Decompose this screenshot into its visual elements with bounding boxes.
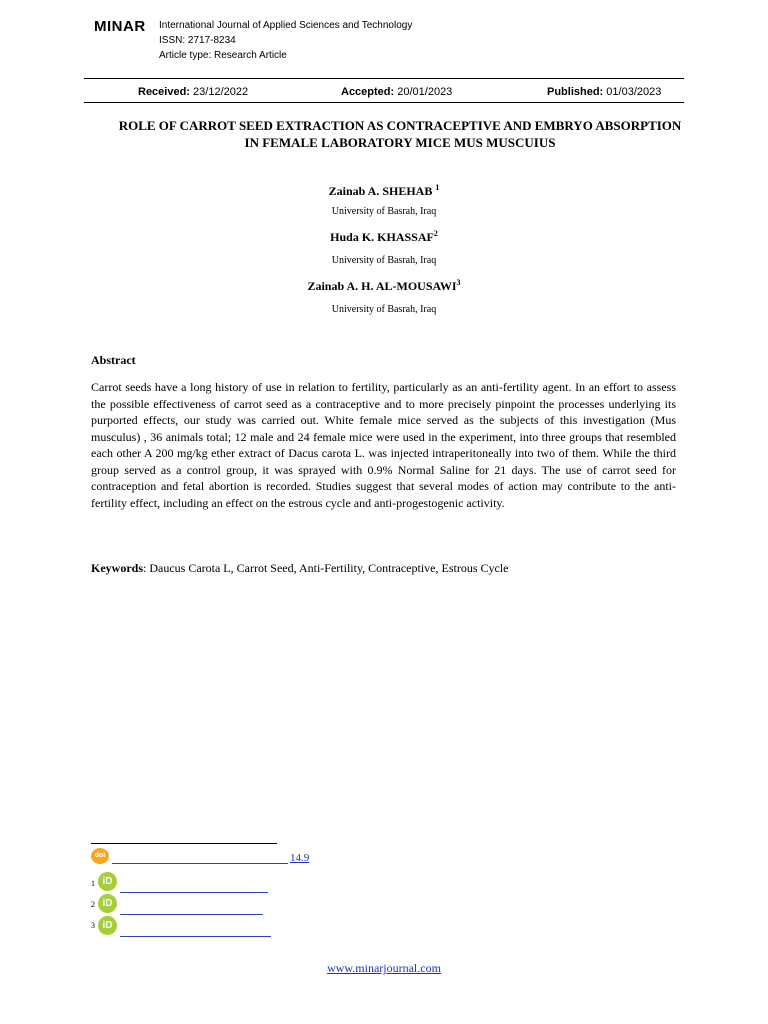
author-3-name: Zainab A. H. AL-MOUSAWI xyxy=(307,279,457,293)
keywords-label: Keywords xyxy=(91,561,143,575)
orcid-link-1[interactable] xyxy=(120,892,268,893)
abstract-text: Carrot seeds have a long history of use in relation to fertility, particularly as an anti-fertility agent. In an effort to assess the possible effectiveness of carrot seed as a contraceptive and to more precisely pinpoint the processes underlying its purported effects, our study was carried out. White female mice served as the subjects of this investigation (Mus musculus) , 36 animals total; 12 male and 24 female mice were used in the experiment, into three groups that resembled each other A 200 mg/kg ether extract of Dacus carota L. was injected intraperitoneally into two of them. While the third group served as a control group, it was sprayed with 0.9% Normal Saline for 21 days. The use of carrot seed for contraception and fetal abortion is recorded. Studies suggest that several modes of action may contribute to the anti-fertility effect, including an effect on the estrous cycle and anti-progestogenic activity. xyxy=(91,380,676,510)
article-type: Article type: Research Article xyxy=(159,50,287,61)
published-value: 01/03/2023 xyxy=(606,86,662,98)
issn: ISSN: 2717-8234 xyxy=(159,35,236,46)
author-3-affiliation: University of Basrah, Iraq xyxy=(331,304,437,315)
doi-link-line[interactable] xyxy=(112,863,288,864)
orcid-number-3: 3 xyxy=(91,921,95,930)
accepted-label: Accepted: xyxy=(341,86,395,98)
orcid-link-2[interactable] xyxy=(120,914,263,915)
doi-link[interactable]: 14.9 xyxy=(290,852,310,864)
abstract-heading: Abstract xyxy=(91,353,136,367)
received-value: 23/12/2022 xyxy=(193,86,249,98)
author-1 xyxy=(84,183,684,199)
orcid-number-2: 2 xyxy=(91,900,95,909)
orcid-icon[interactable]: iD xyxy=(98,872,117,891)
author-3-sup: 3 xyxy=(456,278,461,287)
accepted-date xyxy=(341,86,452,98)
author-2-affiliation: University of Basrah, Iraq xyxy=(331,255,437,266)
published-date xyxy=(547,86,661,98)
author-1-affiliation: University of Basrah, Iraq xyxy=(331,206,437,217)
journal-website xyxy=(0,961,768,976)
author-2-name: Huda K. KHASSAF xyxy=(330,230,434,244)
title-line-1: ROLE OF CARROT SEED EXTRACTION AS CONTRACEPTIVE AND EMBRYO ABSORPTION xyxy=(118,118,682,133)
keywords xyxy=(91,561,691,576)
website-link[interactable]: www.minarjournal.com xyxy=(327,961,441,975)
orcid-icon[interactable]: iD xyxy=(98,894,117,913)
author-3 xyxy=(84,278,684,294)
paper-title xyxy=(84,117,716,151)
orcid-icon[interactable]: iD xyxy=(98,916,117,935)
received-label: Received: xyxy=(138,86,190,98)
accepted-value: 20/01/2023 xyxy=(397,86,453,98)
journal-brand: MINAR xyxy=(94,18,146,35)
abstract-body xyxy=(91,379,676,511)
author-2-sup: 2 xyxy=(433,229,438,238)
doi-icon[interactable]: doi xyxy=(91,848,109,864)
keywords-value: : Daucus Carota L, Carrot Seed, Anti-Fertility, Contraceptive, Estrous Cycle xyxy=(143,561,509,575)
received-date xyxy=(138,86,248,98)
orcid-number-1: 1 xyxy=(91,879,95,888)
published-label: Published: xyxy=(547,86,604,98)
header-rule-top xyxy=(84,78,684,79)
orcid-link-3[interactable] xyxy=(120,936,271,937)
title-line-2: IN FEMALE LABORATORY MICE MUS MUSCUIUS xyxy=(244,135,556,150)
footnote-rule xyxy=(91,843,277,844)
header-rule-bottom xyxy=(84,102,684,103)
author-2 xyxy=(84,229,684,245)
author-1-name: Zainab A. SHEHAB xyxy=(328,184,433,198)
author-1-sup: 1 xyxy=(435,183,440,192)
journal-name: International Journal of Applied Sciences and Technology xyxy=(159,20,413,31)
